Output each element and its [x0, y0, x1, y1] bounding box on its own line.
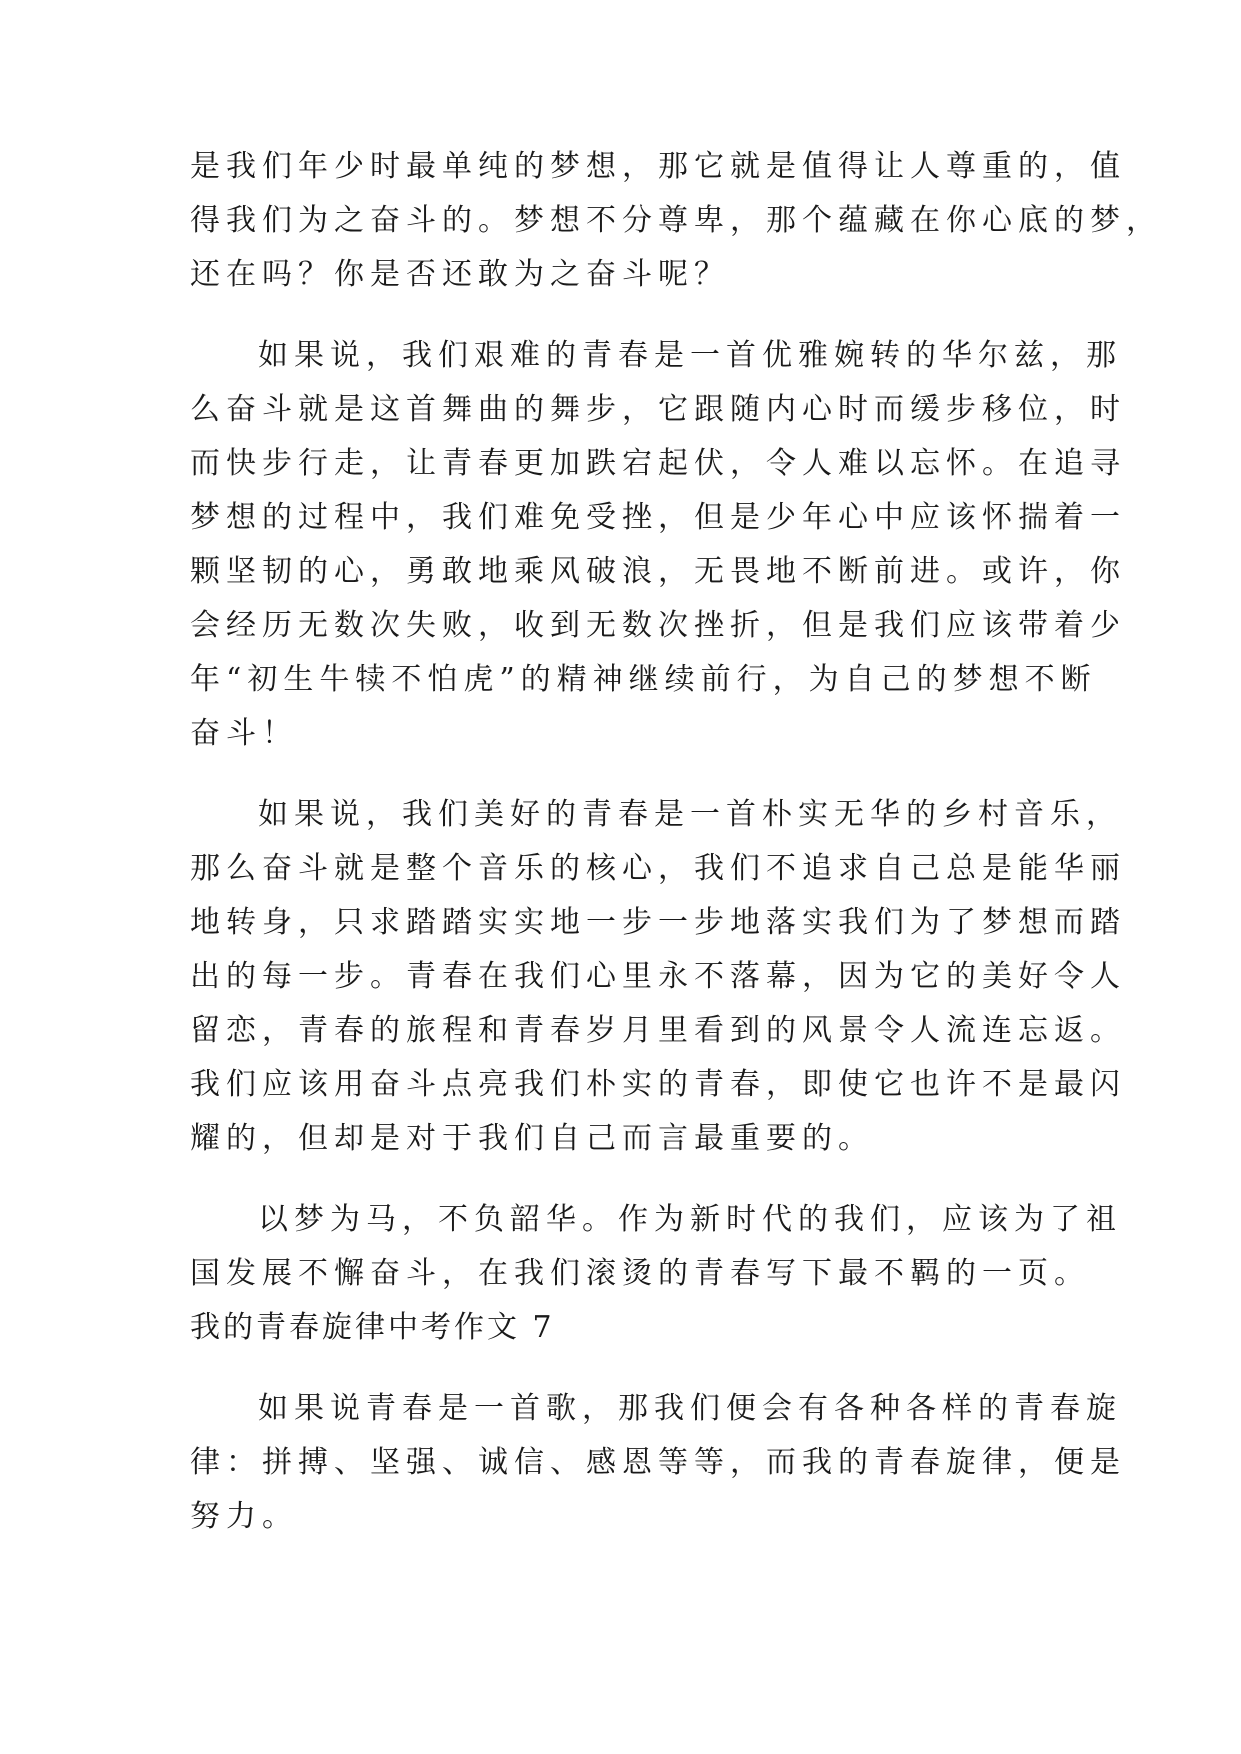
text-line: 颗坚韧的心，勇敢地乘风破浪，无畏地不断前进。或许，你 [190, 554, 1126, 589]
section-heading: 我的青春旋律中考作文 7 [190, 1310, 555, 1345]
paragraph-first-line: 以梦为马，不负韶华。作为新时代的我们，应该为了祖 [258, 1202, 1122, 1237]
text-line: 出的每一步。青春在我们心里永不落幕，因为它的美好令人 [190, 959, 1126, 994]
text-line: 那么奋斗就是整个音乐的核心，我们不追求自己总是能华丽 [190, 851, 1126, 886]
text-line: 律：拼搏、坚强、诚信、感恩等等，而我的青春旋律，便是 [190, 1445, 1126, 1480]
text-line: 么奋斗就是这首舞曲的舞步，它跟随内心时而缓步移位，时 [190, 392, 1126, 427]
text-line: 努力。 [190, 1499, 298, 1534]
text-line: 还在吗？你是否还敢为之奋斗呢？ [190, 257, 730, 292]
paragraph-first-line: 如果说青春是一首歌，那我们便会有各种各样的青春旋 [258, 1391, 1122, 1426]
text-line: 会经历无数次失败，收到无数次挫折，但是我们应该带着少 [190, 608, 1126, 643]
text-line: 得我们为之奋斗的。梦想不分尊卑，那个蕴藏在你心底的梦， [190, 203, 1162, 238]
text-line: 是我们年少时最单纯的梦想，那它就是值得让人尊重的，值 [190, 149, 1126, 184]
text-line: 奋斗！ [190, 716, 298, 751]
text-line: 而快步行走，让青春更加跌宕起伏，令人难以忘怀。在追寻 [190, 446, 1126, 481]
text-line: 国发展不懈奋斗，在我们滚烫的青春写下最不羁的一页。 [190, 1256, 1090, 1291]
paragraph-first-line: 如果说，我们美好的青春是一首朴实无华的乡村音乐， [258, 797, 1122, 832]
text-line: 年“初生牛犊不怕虎”的精神继续前行，为自己的梦想不断 [190, 662, 1097, 697]
text-line: 梦想的过程中，我们难免受挫，但是少年心中应该怀揣着一 [190, 500, 1126, 535]
text-line: 留恋，青春的旅程和青春岁月里看到的风景令人流连忘返。 [190, 1013, 1126, 1048]
text-line: 地转身，只求踏踏实实地一步一步地落实我们为了梦想而踏 [190, 905, 1126, 940]
text-line: 我们应该用奋斗点亮我们朴实的青春，即使它也许不是最闪 [190, 1067, 1126, 1102]
paragraph-first-line: 如果说，我们艰难的青春是一首优雅婉转的华尔兹，那 [258, 338, 1122, 373]
text-line: 耀的，但却是对于我们自己而言最重要的。 [190, 1121, 874, 1156]
